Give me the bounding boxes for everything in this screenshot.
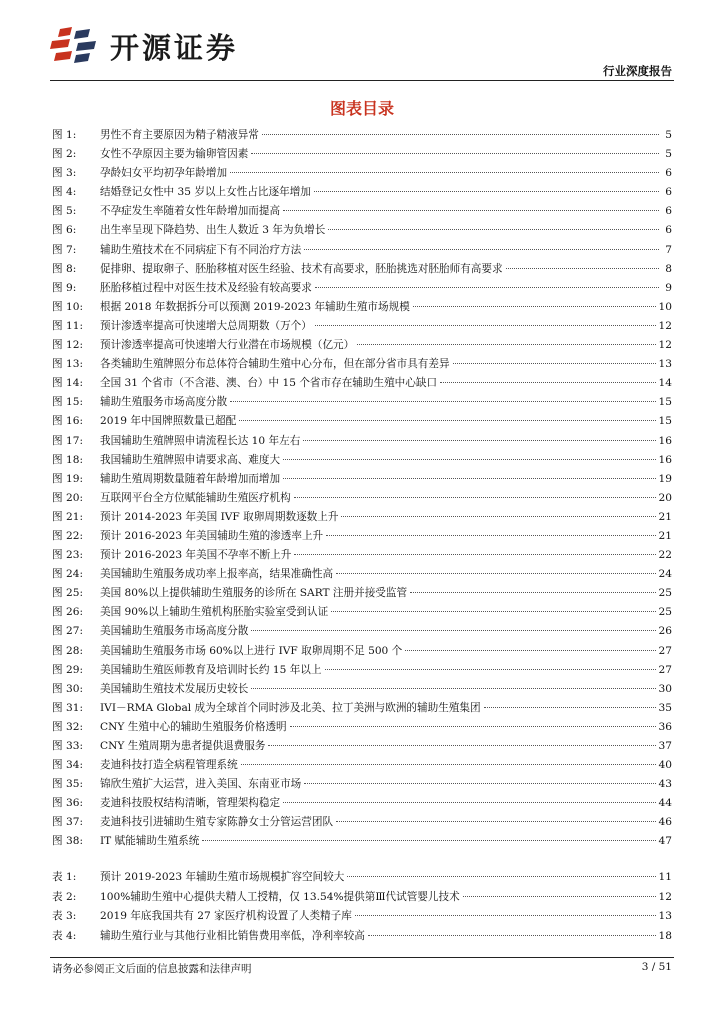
figure-entry[interactable] (52, 203, 672, 222)
figure-caption: 预计 2016-2023 年美国不孕率不断上升 (100, 549, 292, 562)
dot-leader (230, 172, 659, 173)
figure-caption: 美国辅助生殖技术发展历史较长 (100, 682, 249, 695)
figure-page-number: 22 (658, 549, 672, 562)
figure-label: 图 32: (52, 720, 84, 733)
figure-caption: 美国辅助生殖服务市场高度分散 (100, 625, 249, 638)
figure-label: 图 9: (52, 281, 77, 294)
table-page-number: 13 (658, 910, 672, 922)
figure-label: 图 24: (52, 568, 84, 581)
figure-page-number: 19 (658, 472, 672, 485)
figure-label: 图 5: (52, 205, 77, 218)
figure-entry[interactable] (52, 604, 672, 623)
figure-page-number: 46 (658, 816, 672, 829)
figure-caption: 女性不孕原因主要为输卵管因素 (100, 148, 249, 161)
dot-leader (315, 325, 656, 326)
brand-logo-icon (46, 23, 106, 69)
figure-entry[interactable] (52, 681, 672, 700)
figure-caption: 美国辅助生殖医师教育及培训时长约 15 年以上 (100, 663, 322, 676)
figure-page-number: 43 (658, 778, 672, 791)
figure-entry[interactable] (52, 662, 672, 681)
figure-label: 图 23: (52, 549, 84, 562)
figure-page-number: 25 (658, 587, 672, 600)
figure-caption: IT 赋能辅助生殖系统 (100, 835, 200, 848)
dot-leader (410, 592, 655, 593)
figure-label: 图 11: (52, 319, 84, 332)
figure-page-number: 35 (658, 701, 672, 714)
table-entry[interactable] (52, 928, 672, 948)
dot-leader (283, 459, 655, 460)
figure-entry[interactable] (52, 528, 672, 547)
dot-leader (239, 420, 655, 421)
dot-leader (326, 535, 655, 536)
figure-page-number: 27 (658, 644, 672, 657)
figure-entry[interactable] (52, 242, 672, 261)
figure-label: 图 33: (52, 740, 84, 752)
figure-page-number: 25 (658, 606, 672, 619)
figure-page-number: 5 (665, 148, 672, 161)
figure-label: 图 7: (52, 243, 77, 256)
table-entry[interactable] (52, 908, 672, 928)
dot-leader (303, 440, 655, 441)
figure-entry[interactable] (52, 222, 672, 241)
figure-entry[interactable] (52, 700, 672, 719)
figure-caption: 孕龄妇女平均初孕年龄增加 (100, 167, 228, 180)
dot-leader (341, 516, 655, 517)
figure-caption: CNY 生殖周期为患者提供退费服务 (100, 740, 266, 752)
figure-entry[interactable] (52, 375, 672, 394)
figure-entry[interactable] (52, 165, 672, 184)
figure-list (52, 127, 672, 853)
figure-label: 图 21: (52, 510, 84, 523)
figure-label: 图 38: (52, 835, 84, 848)
figure-label: 图 28: (52, 644, 84, 657)
footer-divider (50, 957, 674, 958)
figure-entry[interactable] (52, 356, 672, 375)
dot-leader (304, 783, 655, 784)
figure-label: 图 29: (52, 663, 84, 676)
figure-entry[interactable] (52, 509, 672, 528)
footer-disclaimer: 请务必参阅正文后面的信息披露和法律声明 (52, 963, 252, 975)
figure-label: 图 36: (52, 797, 84, 810)
figure-label: 图 10: (52, 300, 84, 313)
dot-leader (202, 840, 655, 841)
figure-label: 图 22: (52, 529, 84, 542)
figure-label: 图 30: (52, 682, 84, 695)
figure-label: 图 25: (52, 587, 84, 600)
figure-caption: 美国 80%以上提供辅助生殖服务的诊所在 SART 注册并接受监管 (100, 587, 408, 600)
figure-page-number: 21 (658, 510, 672, 523)
toc-title: 图表目录 (329, 99, 394, 118)
dot-leader (355, 915, 656, 916)
figure-caption: 根据 2018 年数据拆分可以预测 2019-2023 年辅助生殖市场规模 (100, 300, 410, 313)
figure-entry[interactable] (52, 490, 672, 509)
table-label: 表 1: (52, 871, 77, 883)
dot-leader (405, 650, 655, 651)
brand-name: 开源证券 (110, 30, 239, 65)
figure-page-number: 24 (658, 568, 672, 581)
dot-leader (325, 669, 656, 670)
figure-caption: 预计 2014-2023 年美国 IVF 取卵周期数逐数上升 (100, 510, 339, 523)
dot-leader (328, 229, 659, 230)
figure-label: 图 17: (52, 434, 84, 447)
figure-caption: 不孕症发生率随着女性年龄增加而提高 (100, 205, 281, 218)
figure-entry[interactable] (52, 299, 672, 318)
figure-entry[interactable] (52, 814, 672, 833)
figure-entry[interactable] (52, 146, 672, 165)
table-page-number: 12 (658, 890, 672, 903)
figure-page-number: 6 (665, 205, 672, 218)
figure-entry[interactable] (52, 719, 672, 738)
figure-page-number: 6 (665, 167, 672, 180)
figure-caption: 互联网平台全方位赋能辅助生殖医疗机构 (100, 491, 291, 504)
table-label: 表 4: (52, 929, 77, 942)
figure-label: 图 27: (52, 625, 84, 638)
figure-page-number: 27 (658, 663, 672, 676)
figure-caption: 2019 年中国牌照数量已超配 (100, 415, 237, 428)
dot-leader (506, 268, 659, 269)
figure-caption: 全国 31 个省市（不含港、澳、台）中 15 个省市存在辅助生殖中心缺口 (100, 377, 438, 390)
figure-page-number: 9 (665, 281, 672, 294)
table-list (52, 869, 672, 947)
figure-caption: 预计渗透率提高可快速增大总周期数（万个） (100, 319, 312, 332)
dot-leader (336, 573, 655, 574)
figure-label: 图 2: (52, 148, 77, 161)
figure-caption: 麦迪科技股权结构清晰，管理架构稳定 (100, 797, 281, 810)
dot-leader (241, 764, 656, 765)
figure-entry[interactable] (52, 318, 672, 337)
dot-leader (347, 876, 655, 877)
dot-leader (413, 306, 656, 307)
figure-caption: 各类辅助生殖牌照分布总体符合辅助生殖中心分布，但在部分省市具有差异 (100, 358, 450, 371)
figure-label: 图 3: (52, 167, 77, 180)
figure-entry[interactable] (52, 433, 672, 452)
figure-label: 图 37: (52, 816, 84, 829)
figure-label: 图 31: (52, 701, 84, 714)
figure-label: 图 18: (52, 453, 84, 466)
table-entry[interactable] (52, 869, 672, 889)
figure-entry[interactable] (52, 585, 672, 604)
figure-entry[interactable] (52, 757, 672, 776)
figure-label: 图 35: (52, 778, 84, 791)
figure-caption: 我国辅助生殖牌照申请流程长达 10 年左右 (100, 434, 301, 447)
figure-caption: 麦迪科技引进辅助生殖专家陈静女士分管运营团队 (100, 816, 334, 829)
figure-caption: 预计渗透率提高可快速增大行业潜在市场规模（亿元） (100, 339, 355, 352)
figure-page-number: 7 (665, 243, 672, 256)
dot-leader (290, 726, 656, 727)
figure-caption: 辅助生殖周期数量随着年龄增加而增加 (100, 472, 281, 485)
figure-page-number: 44 (658, 797, 672, 810)
dot-leader (357, 344, 655, 345)
figure-page-number: 16 (658, 434, 672, 447)
table-label: 表 3: (52, 910, 77, 922)
figure-label: 图 14: (52, 377, 84, 390)
figure-label: 图 15: (52, 396, 84, 409)
figure-entry[interactable] (52, 337, 672, 356)
dot-leader (251, 688, 655, 689)
figure-page-number: 6 (665, 224, 672, 237)
table-page-number: 11 (658, 871, 672, 883)
figure-entry[interactable] (52, 833, 672, 852)
figure-caption: 美国 90%以上辅助生殖机构胚胎实验室受到认证 (100, 606, 329, 619)
document-type-label: 行业深度报告 (603, 64, 672, 78)
figure-page-number: 26 (658, 625, 672, 638)
dot-leader (251, 153, 659, 154)
figure-page-number: 16 (658, 453, 672, 466)
table-page-number: 18 (658, 929, 672, 942)
figure-page-number: 12 (658, 339, 672, 352)
figure-entry[interactable] (52, 776, 672, 795)
figure-label: 图 26: (52, 606, 84, 619)
figure-caption: 辅助生殖技术在不同病症下有不同治疗方法 (100, 243, 302, 256)
figure-page-number: 8 (665, 262, 672, 275)
figure-page-number: 20 (658, 491, 672, 504)
dot-leader (230, 401, 655, 402)
figure-page-number: 36 (658, 720, 672, 733)
figure-label: 图 6: (52, 224, 77, 237)
dot-leader (262, 134, 659, 135)
figure-entry[interactable] (52, 738, 672, 757)
dot-leader (331, 611, 655, 612)
figure-page-number: 21 (658, 529, 672, 542)
figure-entry[interactable] (52, 623, 672, 642)
table-label: 表 2: (52, 890, 77, 903)
figure-label: 图 8: (52, 262, 77, 275)
figure-caption: 出生率呈现下降趋势、出生人数近 3 年为负增长 (100, 224, 326, 237)
figure-caption: 促排卵、提取卵子、胚胎移植对医生经验、技术有高要求，胚胎挑选对胚胎师有高要求 (100, 262, 503, 275)
figure-page-number: 5 (665, 129, 672, 141)
figure-caption: 美国辅助生殖服务市场 60%以上进行 IVF 取卵周期不足 500 个 (100, 644, 403, 657)
page-indicator: 3 / 51 (641, 961, 672, 973)
figure-page-number: 14 (658, 377, 672, 390)
figure-caption: 美国辅助生殖服务成功率上报率高，结果准确性高 (100, 568, 334, 581)
figure-entry[interactable] (52, 413, 672, 432)
figure-label: 图 1: (52, 129, 77, 141)
figure-entry[interactable] (52, 471, 672, 490)
figure-entry[interactable] (52, 643, 672, 662)
figure-page-number: 40 (658, 759, 672, 772)
header-divider (50, 80, 674, 81)
dot-leader (315, 287, 659, 288)
figure-entry[interactable] (52, 452, 672, 471)
figure-label: 图 34: (52, 759, 84, 772)
dot-leader (304, 249, 659, 250)
figure-entry[interactable] (52, 184, 672, 203)
table-caption: 2019 年底我国共有 27 家医疗机构设置了人类精子库 (100, 910, 352, 922)
dot-leader (268, 745, 655, 746)
figure-caption: 我国辅助生殖牌照申请要求高、难度大 (100, 453, 281, 466)
figure-caption: CNY 生殖中心的辅助生殖服务价格透明 (100, 720, 287, 733)
figure-entry[interactable] (52, 127, 672, 146)
figure-label: 图 12: (52, 339, 84, 352)
figure-page-number: 30 (658, 682, 672, 695)
dot-leader (283, 478, 655, 479)
table-caption: 辅助生殖行业与其他行业相比销售费用率低，净利率较高 (100, 929, 365, 942)
dot-leader (251, 630, 655, 631)
figure-caption: 结婚登记女性中 35 岁以上女性占比逐年增加 (100, 186, 311, 199)
brand-logo (46, 22, 276, 70)
figure-entry[interactable] (52, 261, 672, 280)
figure-caption: IVI－RMA Global 成为全球首个同时涉及北美、拉丁美洲与欧洲的辅助生殖集团 (100, 701, 481, 714)
figure-label: 图 4: (52, 186, 77, 199)
figure-label: 图 16: (52, 415, 84, 428)
figure-page-number: 47 (658, 835, 672, 848)
figure-page-number: 15 (658, 415, 672, 428)
figure-caption: 预计 2016-2023 年美国辅助生殖的渗透率上升 (100, 529, 324, 542)
figure-page-number: 15 (658, 396, 672, 409)
figure-page-number: 12 (658, 319, 672, 332)
table-caption: 预计 2019-2023 年辅助生殖市场规模扩容空间较大 (100, 871, 345, 883)
dot-leader (294, 554, 655, 555)
dot-leader (283, 802, 655, 803)
figure-page-number: 37 (658, 740, 672, 752)
dot-leader (463, 896, 656, 897)
table-caption: 100%辅助生殖中心提供夫精人工授精，仅 13.54%提供第Ⅲ代试管婴儿技术 (100, 890, 460, 903)
figure-caption: 锦欣生殖扩大运营，进入美国、东南亚市场 (100, 778, 302, 791)
figure-page-number: 13 (658, 358, 672, 371)
figure-caption: 辅助生殖服务市场高度分散 (100, 396, 228, 409)
figure-page-number: 10 (658, 300, 672, 313)
dot-leader (283, 210, 659, 211)
dot-leader (294, 497, 656, 498)
figure-caption: 麦迪科技打造全病程管理系统 (100, 759, 238, 772)
figure-label: 图 20: (52, 491, 84, 504)
figure-label: 图 13: (52, 358, 84, 371)
figure-entry[interactable] (52, 280, 672, 299)
figure-caption: 胚胎移植过程中对医生技术及经验有较高要求 (100, 281, 312, 294)
figure-entry[interactable] (52, 795, 672, 814)
dot-leader (314, 191, 659, 192)
figure-entry[interactable] (52, 394, 672, 413)
figure-caption: 男性不育主要原因为精子精液异常 (100, 129, 259, 141)
table-entry[interactable] (52, 889, 672, 909)
dot-leader (336, 821, 655, 822)
figure-entry[interactable] (52, 547, 672, 566)
figure-entry[interactable] (52, 566, 672, 585)
dot-leader (484, 707, 656, 708)
dot-leader (440, 382, 655, 383)
dot-leader (368, 935, 656, 936)
dot-leader (453, 363, 656, 364)
figure-label: 图 19: (52, 472, 84, 485)
figure-page-number: 6 (665, 186, 672, 199)
